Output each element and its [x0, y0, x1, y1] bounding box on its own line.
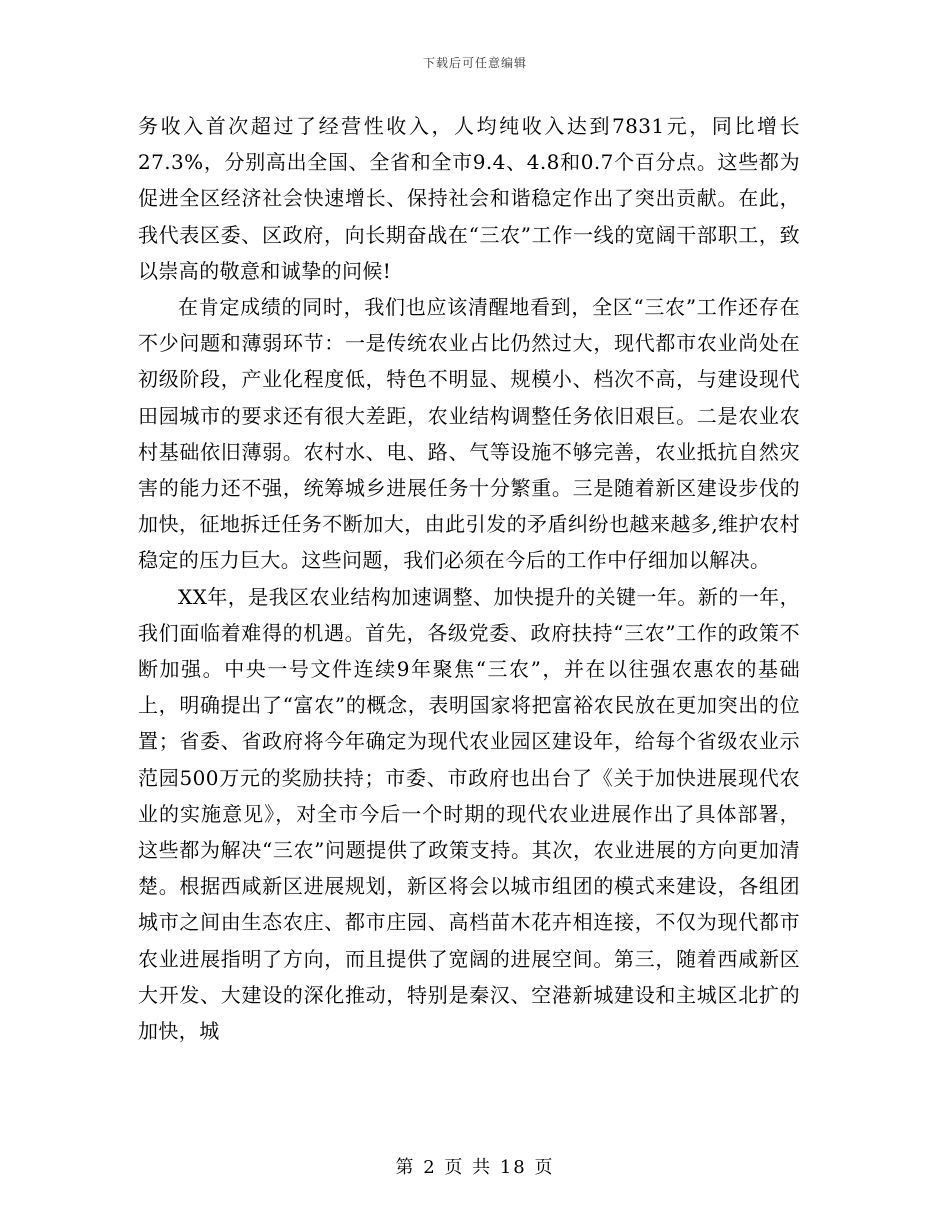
page-header-note: 下载后可任意编辑 [422, 56, 527, 70]
paragraph-problems: 在肯定成绩的同时，我们也应该清醒地看到，全区“三农”工作还存在不少问题和薄弱环节：一是传统农业占比仍然过大，现代都市农业尚处在初级阶段，产业化程度低，特色不明显、规模小、档次不高，与建设现代田园城市的要求还有很大差距，农业结构调整任务依旧艰巨。二是农业农村基础依旧薄弱。农村水、电、路、气等设施不够完善，农业抵抗自然灾害的能力还不强，统筹城乡进展任务十分繁重。三是随着新区建设步伐的加快，征地拆迁任务不断加大，由此引发的矛盾纠纷也越来越多,维护农村稳定的压力巨大。这些问题，我们必须在今后的工作中仔细加以解决。 [138, 295, 800, 573]
paragraph-opportunities: XX年，是我区农业结构加速调整、加快提升的关键一年。新的一年，我们面临着难得的机遇。首先，各级党委、政府扶持“三农”工作的政策不断加强。中央一号文件连续9年聚焦“三农”，并在以往强农惠农的基础上，明确提出了“富农”的概念，表明国家将把富裕农民放在更加突出的位置；省委、省政府将今年确定为现代农业园区建设年，给每个省级农业示范园500万元的奖励扶持；市委、市政府也出台了《关于加快进展现代农业的实施意见》，对全市今后一个时期的现代农业进展作出了具体部署，这些都为解决“三农”问题提供了政策支持。其次，农业进展的方向更加清楚。根据西咸新区进展规划，新区将会以城市组团的模式来建设，各组团城市之间由生态农庄、都市庄园、高档苗木花卉相连接，不仅为现代都市农业进展指明了方向，而且提供了宽阔的进展空间。第三，随着西咸新区大开发、大建设的深化推动，特别是秦汉、空港新城建设和主城区北扩的加快，城 [138, 584, 800, 1044]
page-number-footer: 第 2 页 共 18 页 [395, 1157, 555, 1178]
body-text [138, 108, 800, 1049]
paragraph-continued: 务收入首次超过了经营性收入，人均纯收入达到7831元，同比增长27.3%，分别高出全国、全省和全市9.4、4.8和0.7个百分点。这些都为促进全区经济社会快速增长、保持社会和谐稳定作出了突出贡献。在此，我代表区委、区政府，向长期奋战在“三农”工作一线的宽阔干部职工，致以崇高的敬意和诚挚的问候! [138, 114, 800, 283]
